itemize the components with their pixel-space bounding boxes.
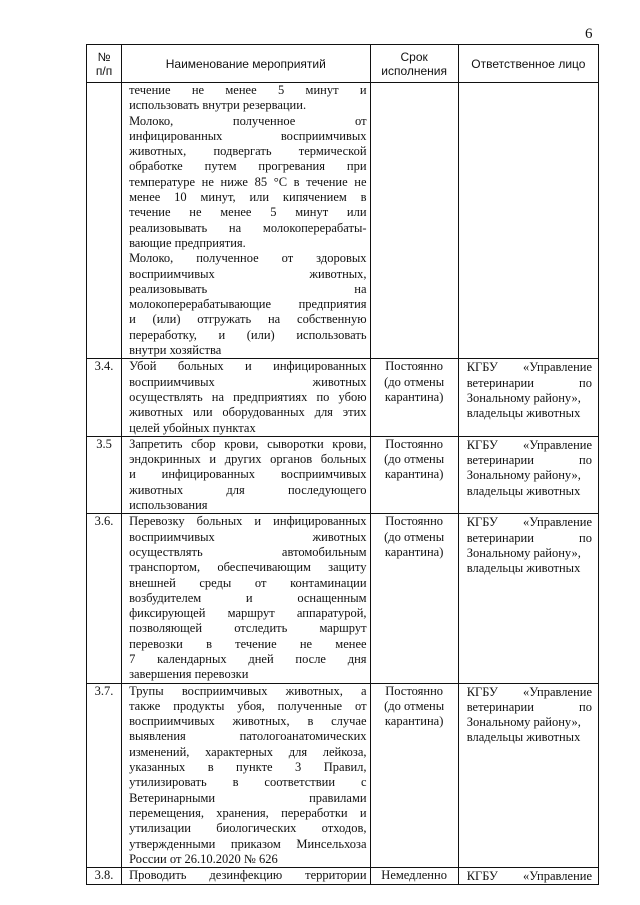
row-responsible [458,359,598,436]
responsible-line: КГБУ «Управление [466,360,592,375]
description-line: завершения перевозки [129,667,249,682]
responsible-line: владельцы животных [466,561,581,576]
description-line: утилизации биологических отходов, [129,821,367,836]
description-line: позволяющей отследить маршрут [129,621,367,636]
description-line: реализовывать на [129,281,367,296]
table-row [87,868,599,885]
description-line: осуществлять автомобильным [129,544,367,559]
description-line: Молоко, полученное от [129,113,367,128]
description-line: возбудителем и оснащенным [129,590,367,605]
page-number: 6 [585,26,593,42]
responsible-line: Зональному району», [466,468,581,483]
description-line: использовать внутри резервации. [129,98,307,113]
responsible-line: ветеринарии по [466,530,592,545]
responsible-line: КГБУ «Управление [466,684,592,699]
row-number: 3.8. [87,868,122,885]
row-term [370,868,458,885]
term-line: (до отмены [384,374,445,389]
responsible-line: Зональному району», [466,715,581,730]
table-row [87,683,599,868]
row-number: 3.6. [87,514,122,683]
header-responsible: Ответственное лицо [458,45,598,83]
description-line: перевозки в течение не менее [129,636,367,651]
table-header-row [87,45,599,83]
description-line: утилизировать в соответствии с [129,775,367,790]
term-line: (до отмены [384,452,445,467]
description-line: переработку, и (или) использовать [129,327,367,342]
description-line: эндокринных и других органов больных [129,452,367,467]
row-description [122,83,370,359]
description-line: Проводить дезинфекцию территории [129,868,367,883]
description-line: использования [129,498,208,513]
description-line: восприимчивых животных, в случае [129,714,367,729]
table-row [87,83,599,359]
description-line: Убой больных и инфицированных [129,359,367,374]
term-line: Постоянно [385,436,444,451]
description-line: животных или оборудованных для этих [129,405,367,420]
description-line: осуществлять на предприятиях по убою [129,389,367,404]
description-line: Запретить сбор крови, сыворотки крови, [129,436,367,451]
description-line: инфицированных восприимчивых [129,128,367,143]
description-line: животных для последующего [129,482,367,497]
header-term [370,45,458,83]
term-line: карантина) [384,467,444,482]
row-description [122,514,370,683]
term-line: Постоянно [385,683,444,698]
row-term [370,514,458,683]
row-term [370,436,458,513]
responsible-line: владельцы животных [466,406,581,421]
description-line: менее 10 минут, или кипячением в [129,190,367,205]
description-line: восприимчивых животных [129,374,367,389]
responsible-line: КГБУ «Управление [466,437,592,452]
description-line: восприимчивых животных, [129,266,367,281]
row-number: 3.7. [87,683,122,868]
header-name: Наименование мероприятий [122,45,370,83]
measures-table [86,44,599,885]
description-line: Молоко, полученное от здоровых [129,251,367,266]
responsible-line: Зональному району», [466,390,581,405]
responsible-line: ветеринарии по [466,699,592,714]
description-line: животных, подвергать термической [129,144,367,159]
description-line: перемещения, хранения, переработки и [129,805,367,820]
description-line: изменений, характерных для лейкоза, [129,744,367,759]
row-description [122,359,370,436]
row-term [370,83,458,359]
row-description [122,436,370,513]
description-line: и инфицированных восприимчивых [129,467,367,482]
term-line: (до отмены [384,698,445,713]
description-line: указанных в пункте 3 Правил, [129,760,367,775]
description-line: внешней среды от контаминации [129,575,367,590]
responsible-line: владельцы животных [466,730,581,745]
description-line: течение не менее 5 минут или [129,205,367,220]
description-line: внутри хозяйства [129,343,222,358]
description-line: течение не менее 5 минут и [129,83,367,97]
responsible-line: владельцы животных [466,483,581,498]
row-number: 3.4. [87,359,122,436]
table-row [87,514,599,683]
description-line: Перевозку больных и инфицированных [129,514,367,529]
row-responsible [458,83,598,359]
row-responsible [458,436,598,513]
header-term-line1: Срок [400,49,428,64]
description-line: Трупы восприимчивых животных, а [129,683,367,698]
row-responsible [458,683,598,868]
description-line: России от 26.10.2020 № 626 [129,851,278,866]
responsible-line: КГБУ «Управление [466,515,592,530]
row-responsible [458,514,598,683]
row-description [122,868,370,885]
header-number [87,45,122,83]
responsible-line: КГБУ «Управление [466,869,592,884]
responsible-line: Зональному району», [466,545,581,560]
responsible-line: ветеринарии по [466,453,592,468]
term-line: Постоянно [385,359,444,374]
responsible-line: ветеринарии по [466,375,592,390]
header-term-line2: исполнения [381,63,447,78]
description-line: восприимчивых животных [129,529,367,544]
description-line: транспортом, обеспечивающим защиту [129,560,367,575]
description-line: Ветеринарными правилами [129,790,367,805]
description-line: 7 календарных дней после дня [129,651,367,666]
description-line: вающие предприятия. [129,235,246,250]
row-description [122,683,370,868]
description-line: и (или) отгружать на собственную [129,312,367,327]
term-line: Постоянно [385,514,444,529]
row-number [87,83,122,359]
term-line: карантина) [384,389,444,404]
term-line: карантина) [384,714,444,729]
term-line: Немедленно [381,868,447,883]
description-line: обработке путем прогревания при [129,159,367,174]
header-number-line2: п/п [95,63,113,78]
header-number-line1: № [97,49,111,64]
description-line: утвержденными приказом Минсельхоза [129,836,367,851]
description-line: температуре не ниже 85 °С в течение не [129,174,367,189]
row-responsible [458,868,598,885]
description-line: выявления патологоанатомических [129,729,367,744]
row-term [370,683,458,868]
row-term [370,359,458,436]
table-row [87,359,599,436]
description-line: также продукты убоя, полученные от [129,698,367,713]
table-row [87,436,599,513]
description-line: реализовывать на молокоперерабаты- [129,220,367,235]
row-number: 3.5 [87,436,122,513]
description-line: молокоперерабатывающие предприятия [129,297,367,312]
term-line: карантина) [384,544,444,559]
description-line: фиксирующей маршрут аппаратурой, [129,606,367,621]
description-line: целей убойных пунктах [129,420,256,435]
term-line: (до отмены [384,529,445,544]
